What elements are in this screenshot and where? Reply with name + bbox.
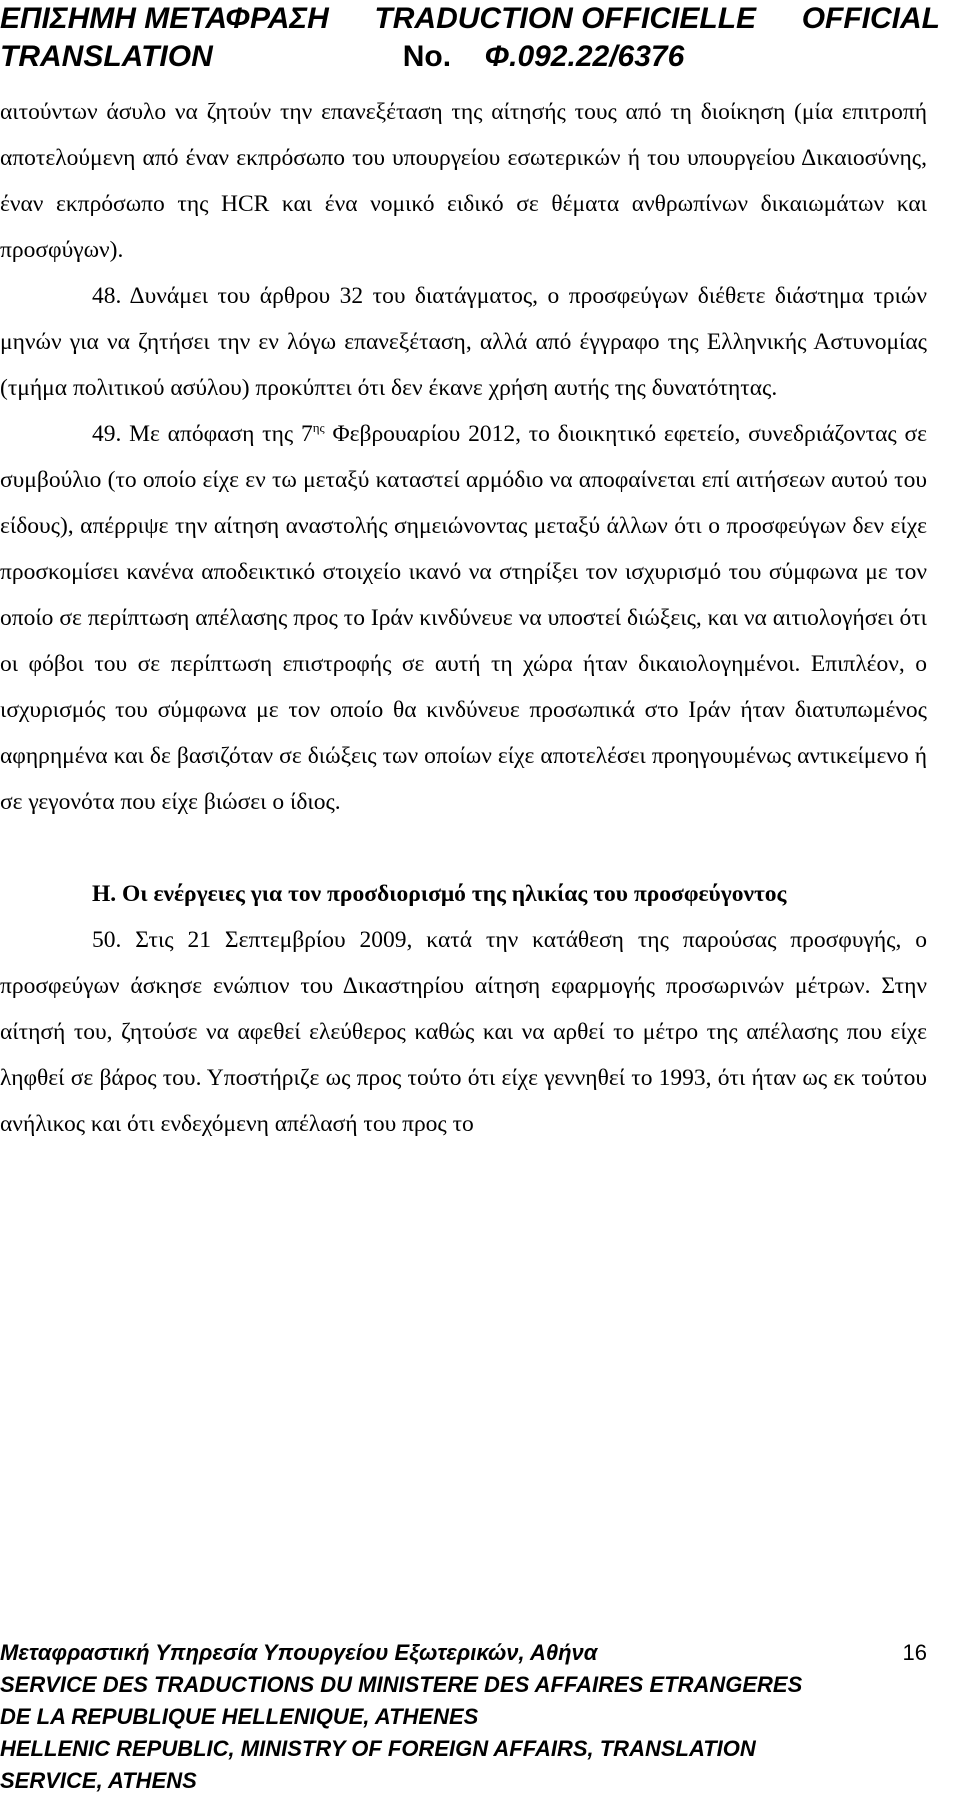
header-line-2 — [0, 38, 940, 76]
footer-line-3: DE LA REPUBLIQUE HELLENIQUE, ATHENES — [0, 1704, 479, 1729]
document-number-label: No. — [402, 40, 452, 73]
paragraph-50: 50. Στις 21 Σεπτεμβρίου 2009, κατά την κατάθεση της παρούσας προσφυγής, ο προσφεύγων άσκησε ενώπιον του Δικαστηρίου αίτηση εφαρμογής προσωρινών μέτρων. Στην αίτησή του, ζητούσε να αφεθεί ελεύθερος καθώς και να αρθεί το μέτρο της απέλασης που είχε ληφθεί σε βάρος του. Υποστήριζε ως προς τούτο ότι είχε γεννηθεί το 1993, ότι ήταν ως εκ τούτου ανήλικος και ότι ενδεχόμενη απέλασή του προς το — [0, 927, 927, 1137]
paragraph-continuation: αιτούντων άσυλο να ζητούν την επανεξέταση της αίτησής τους από τη διοίκηση (μία επιτροπή αποτελούμενη από έναν εκπρόσωπο του υπουργείου εσωτερικών ή του υπουργείου Δικαιοσύνης, έναν εκπρόσωπο της HCR και ένα νομικό ειδικό σε θέματα ανθρωπίνων δικαιωμάτων και προσφύγων). — [0, 99, 927, 263]
header-english-title: OFFICIAL — [801, 2, 940, 35]
document-number-value: Φ.092.22/6376 — [484, 40, 685, 73]
footer-greek-service: Μεταφραστική Υπηρεσία Υπουργείου Εξωτερικών, Αθήνα — [0, 1640, 598, 1665]
footer-line-2: SERVICE DES TRADUCTIONS DU MINISTERE DES AFFAIRES ETRANGERES — [0, 1672, 803, 1697]
footer-line-5: SERVICE, ATHENS — [0, 1768, 197, 1793]
paragraph-49 — [0, 411, 927, 825]
document-footer — [0, 1637, 927, 1797]
document-body — [0, 89, 927, 1147]
section-heading-wrap — [0, 871, 927, 917]
section-heading: Η. Οι ενέργειες για τον προσδιορισμό της ηλικίας του προσφεύγοντος — [92, 881, 787, 907]
document-header — [0, 0, 940, 76]
header-greek-title: ΕΠΙΣΗΜΗ ΜΕΤΑΦΡΑΣΗ — [0, 2, 329, 35]
footer-line-1 — [0, 1637, 927, 1669]
paragraph-49-rest: Φεβρουαρίου 2012, το διοικητικό εφετείο, συνεδριάζοντας σε συμβούλιο (το οποίο είχε εν τω μεταξύ καταστεί αρμόδιο να αποφαίνεται επί αιτήσεων αυτού του είδους), απέρριψε την αίτηση αναστολής σημειώνοντας μεταξύ άλλων ότι ο προσφεύγων δεν είχε προσκομίσει κανένα αποδεικτικό στοιχείο ικανό να στηρίξει τον ισχυρισμό του σύμφωνα με τον οποίο σε περίπτωση απέλασης προς το Ιράν κινδύνευε να υποστεί διώξεις, και να αιτιολογήσει ότι οι φόβοι του σε περίπτωση επιστροφής σε αυτή τη χώρα ήταν δικαιολογημένοι. Επιπλέον, ο ισχυρισμός του σύμφωνα με τον οποίο θα κινδύνευε προσωπικά στο Ιράν ήταν διατυπωμένος αφηρημένα και δε βασιζόταν σε διώξεις των οποίων είχε αποτελέσει προηγουμένως αντικείμενο ή σε γεγονότα που είχε βιώσει ο ίδιος. — [0, 421, 928, 815]
document-number — [403, 38, 685, 76]
header-french-title: TRADUCTION OFFICIELLE — [374, 2, 757, 35]
page-number: 16 — [902, 1640, 927, 1665]
paragraph-49-superscript: ης — [312, 420, 325, 436]
header-english-title-cont: TRANSLATION — [0, 40, 213, 73]
paragraph-49-start: 49. Με απόφαση της 7 — [92, 421, 313, 447]
header-line-1 — [0, 0, 940, 38]
paragraph-48: 48. Δυνάμει του άρθρου 32 του διατάγματος, ο προσφεύγων διέθετε διάστημα τριών μηνών για να ζητήσει την εν λόγω επανεξέταση, αλλά από έγγραφο της Ελληνικής Αστυνομίας (τμήμα πολιτικού ασύλου) προκύπτει ότι δεν έκανε χρήση αυτής της δυνατότητας. — [0, 283, 927, 401]
footer-line-4: HELLENIC REPUBLIC, MINISTRY OF FOREIGN AFFAIRS, TRANSLATION — [0, 1736, 756, 1761]
